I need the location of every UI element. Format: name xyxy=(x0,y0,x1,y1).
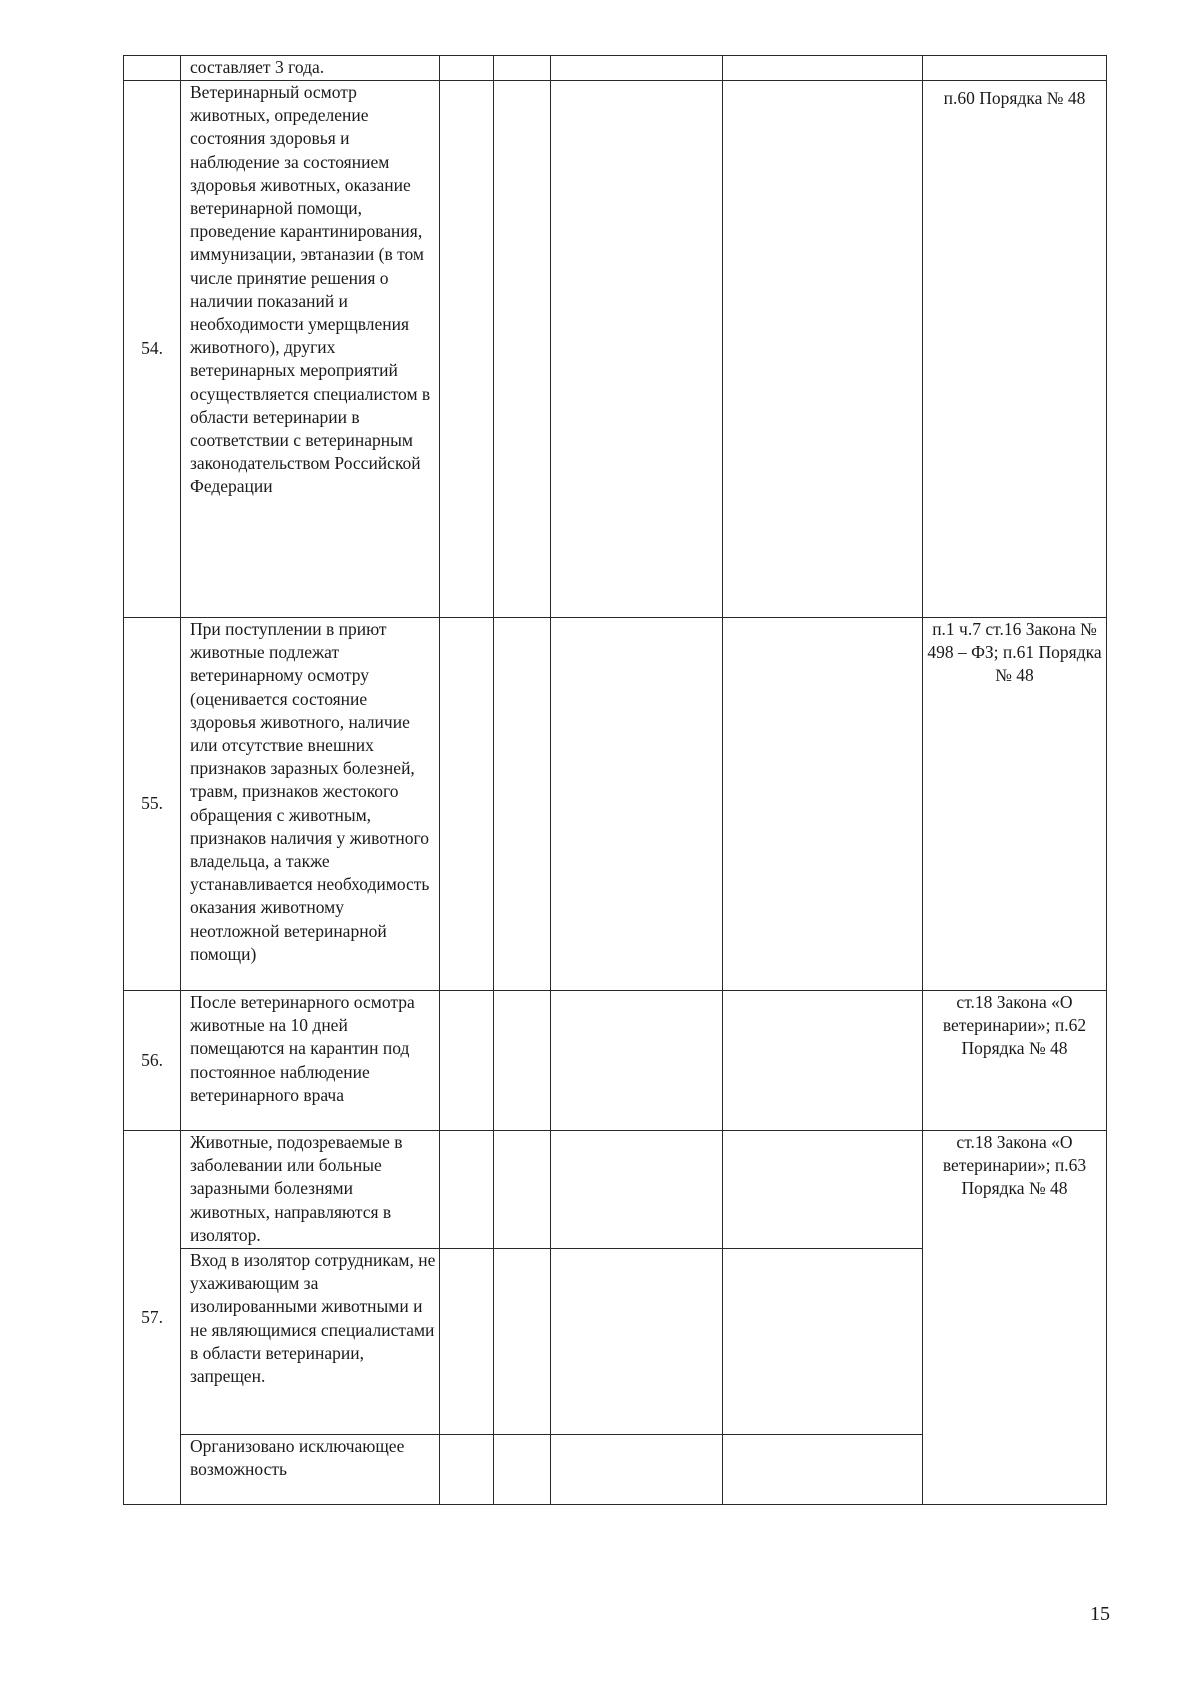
legal-reference-cell: п.1 ч.7 ст.16 Закона № 498 – ФЗ; п.61 Порядка № 48 xyxy=(923,618,1107,991)
row-number-cell xyxy=(124,56,181,81)
table-row xyxy=(124,81,1107,618)
requirement-cell: Ветеринарный осмотр животных, определение состояния здоровья и наблюдение за состоянием здоровья животных, оказание ветеринарной помощи, проведение карантинирования, иммунизации, эвтаназии (в том числе принятие решения о наличии показаний и необходимости умерщвления животного), других ветеринарных мероприятий осуществляется специалистом в области ветеринарии в соответствии с ветеринарным законодательством Российской Федерации xyxy=(181,81,440,618)
row-number-cell: 57. xyxy=(124,1131,181,1505)
table-row xyxy=(124,991,1107,1131)
answer-yes-cell xyxy=(440,81,494,618)
not-applicable-cell xyxy=(551,1435,723,1505)
note-cell xyxy=(723,1435,923,1505)
row-number-cell: 55. xyxy=(124,618,181,991)
answer-no-cell xyxy=(494,81,551,618)
row-number-cell: 54. xyxy=(124,81,181,618)
legal-reference-cell: п.60 Порядка № 48 xyxy=(923,81,1107,618)
answer-yes-cell xyxy=(440,991,494,1131)
not-applicable-cell xyxy=(551,618,723,991)
not-applicable-cell xyxy=(551,991,723,1131)
requirement-cell: Вход в изолятор сотрудникам, не ухаживающим за изолированными животными и не являющимися специалистами в области ветеринарии, запрещен. xyxy=(181,1249,440,1435)
answer-yes-cell xyxy=(440,1131,494,1249)
note-cell xyxy=(723,81,923,618)
legal-reference-cell xyxy=(923,56,1107,81)
legal-reference-cell: ст.18 Закона «О ветеринарии»; п.62 Порядка № 48 xyxy=(923,991,1107,1131)
not-applicable-cell xyxy=(551,56,723,81)
note-cell xyxy=(723,1249,923,1435)
answer-yes-cell xyxy=(440,1435,494,1505)
answer-no-cell xyxy=(494,1249,551,1435)
note-cell xyxy=(723,56,923,81)
note-cell xyxy=(723,1131,923,1249)
requirement-cell: После ветеринарного осмотра животные на 10 дней помещаются на карантин под постоянное наблюдение ветеринарного врача xyxy=(181,991,440,1131)
not-applicable-cell xyxy=(551,1249,723,1435)
page-number: 15 xyxy=(1090,1603,1110,1625)
answer-no-cell xyxy=(494,991,551,1131)
not-applicable-cell xyxy=(551,81,723,618)
requirement-cell: При поступлении в приют животные подлежат ветеринарному осмотру (оценивается состояние здоровья животного, наличие или отсутствие внешних признаков заразных болезней, травм, признаков жестокого обращения с животным, признаков наличия у животного владельца, а также устанавливается необходимость оказания животному неотложной ветеринарной помощи) xyxy=(181,618,440,991)
requirement-cell: Организовано исключающее возможность xyxy=(181,1435,440,1505)
not-applicable-cell xyxy=(551,1131,723,1249)
note-cell xyxy=(723,991,923,1131)
answer-no-cell xyxy=(494,1131,551,1249)
table-row xyxy=(124,618,1107,991)
answer-no-cell xyxy=(494,618,551,991)
table-row xyxy=(124,1131,1107,1249)
requirement-cell: составляет 3 года. xyxy=(181,56,440,81)
answer-yes-cell xyxy=(440,1249,494,1435)
legal-reference-cell: ст.18 Закона «О ветеринарии»; п.63 Порядка № 48 xyxy=(923,1131,1107,1505)
checklist-table xyxy=(123,55,1107,1505)
answer-yes-cell xyxy=(440,618,494,991)
answer-no-cell xyxy=(494,56,551,81)
requirement-cell: Животные, подозреваемые в заболевании или больные заразными болезнями животных, направляются в изолятор. xyxy=(181,1131,440,1249)
answer-no-cell xyxy=(494,1435,551,1505)
table-row xyxy=(124,56,1107,81)
note-cell xyxy=(723,618,923,991)
answer-yes-cell xyxy=(440,56,494,81)
row-number-cell: 56. xyxy=(124,991,181,1131)
